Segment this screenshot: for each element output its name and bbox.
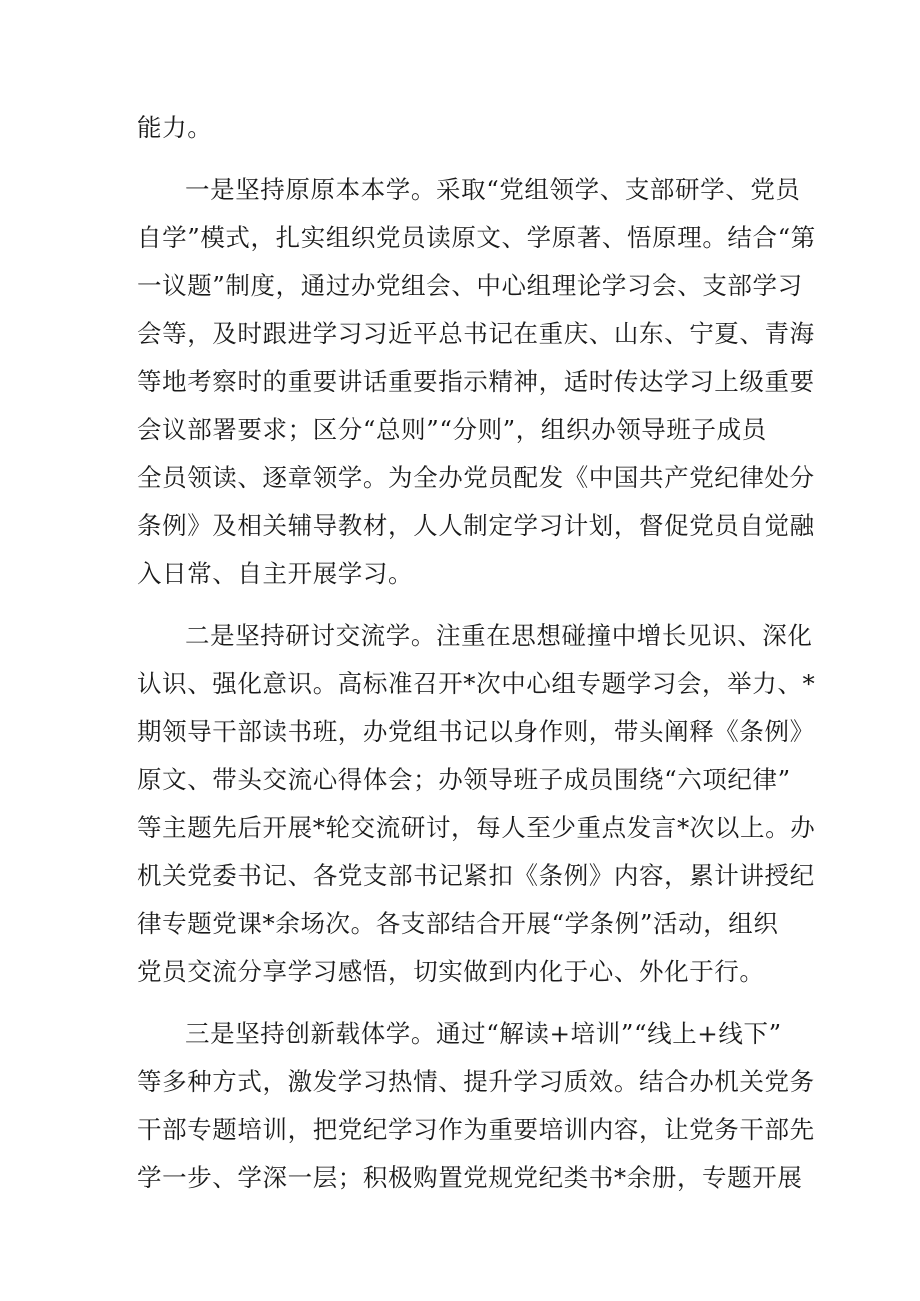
text-line: 会等，及时跟进学习习近平总书记在重庆、山东、宁夏、青海 xyxy=(137,319,815,348)
paragraph-1-first-line: 一是坚持原原本本学。采取“党组领学、支部研学、党员 xyxy=(185,175,801,204)
text-line: 机关党委书记、各党支部书记紧扣《条例》内容，累计讲授纪 xyxy=(137,861,815,890)
paragraph-2-first-line: 二是坚持研讨交流学。注重在思想碰撞中增长见识、深化 xyxy=(185,621,813,650)
text-line: 律专题党课*余场次。各支部结合开展“学条例”活动，组织 xyxy=(137,909,779,938)
text-line: 等多种方式，激发学习热情、提升学习质效。结合办机关党务 xyxy=(137,1067,815,1096)
text-line: 原文、带头交流心得体会；办领导班子成员围绕“六项纪律” xyxy=(137,765,791,794)
text-line: 学一步、学深一层；积极购置党规党纪类书*余册，专题开展 xyxy=(137,1163,803,1192)
text-line: 自学”模式，扎实组织党员读原文、学原著、悟原理。结合“第 xyxy=(137,223,816,252)
text-line: 全员领读、逐章领学。为全办党员配发《中国共产党纪律处分 xyxy=(137,463,815,492)
text-line: 等地考察时的重要讲话重要指示精神，适时传达学习上级重要 xyxy=(137,367,815,396)
text-line: 入日常、自主开展学习。 xyxy=(137,559,414,588)
text-line: 会议部署要求；区分“总则”“分则”，组织办领导班子成员 xyxy=(137,415,767,444)
text-line: 能力。 xyxy=(137,113,213,142)
text-line: 干部专题培训，把党纪学习作为重要培训内容，让党务干部先 xyxy=(137,1115,815,1144)
text-line: 期领导干部读书班，办党组书记以身作则，带头阐释《条例》 xyxy=(137,717,815,746)
paragraph-3-first-line: 三是坚持创新载体学。通过“解读+培训”“线上+线下” xyxy=(185,1019,782,1048)
text-line: 条例》及相关辅导教材，人人制定学习计划，督促党员自觉融 xyxy=(137,511,815,540)
text-line: 一议题”制度，通过办党组会、中心组理论学习会、支部学习 xyxy=(137,271,803,300)
text-line: 等主题先后开展*轮交流研讨，每人至少重点发言*次以上。办 xyxy=(137,813,816,842)
text-line: 认识、强化意识。高标准召开*次中心组专题学习会，举力、* xyxy=(137,669,816,698)
text-line: 党员交流分享学习感悟，切实做到内化于心、外化于行。 xyxy=(137,957,765,986)
